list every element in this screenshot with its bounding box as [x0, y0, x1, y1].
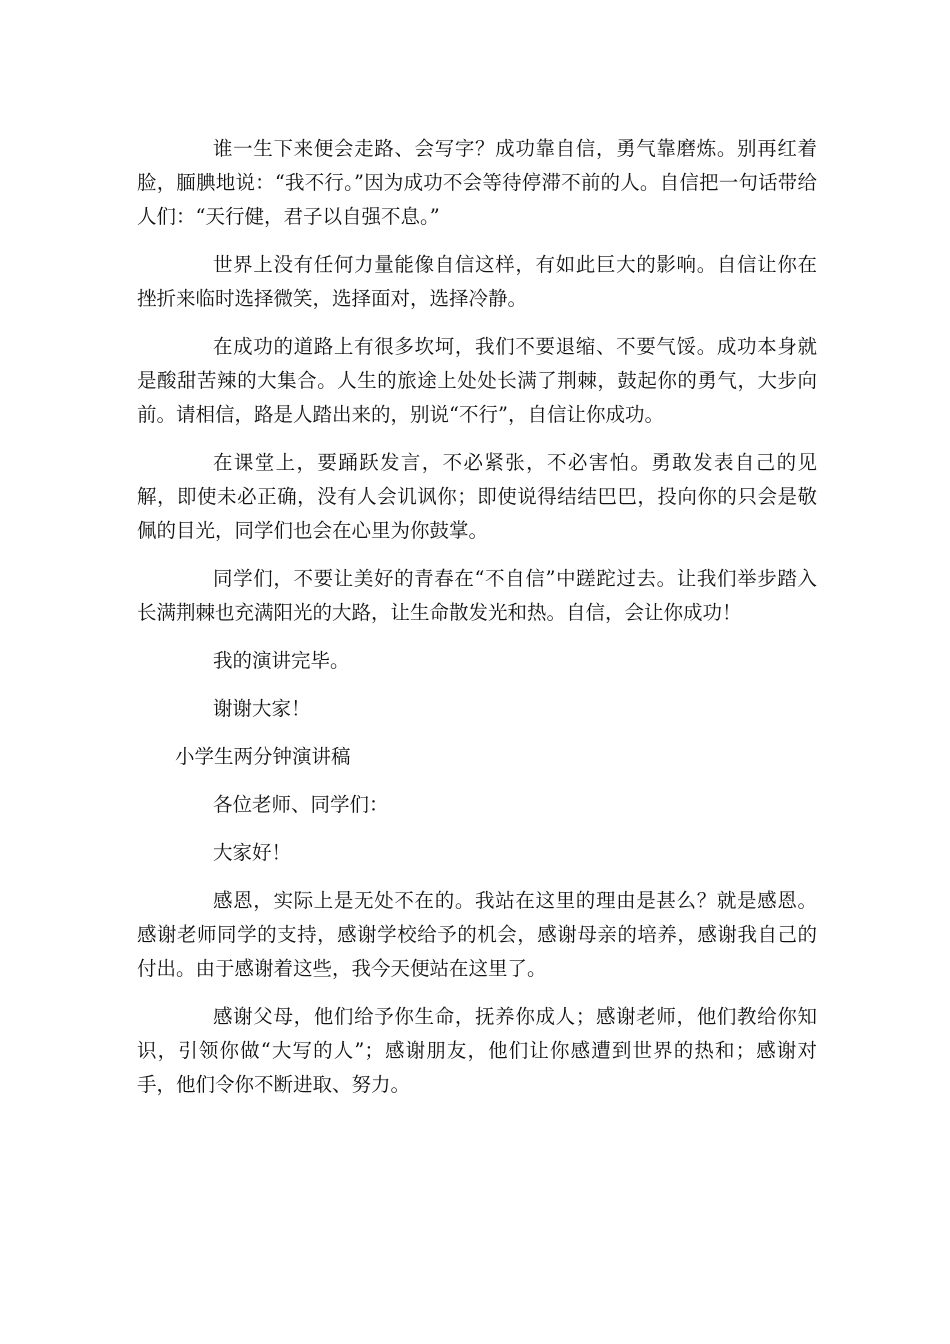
- paragraph-thanks: 谢谢大家！: [213, 697, 311, 720]
- section-title: 小学生两分钟演讲稿: [175, 745, 351, 768]
- document-body: [137, 132, 817, 1116]
- paragraph-4: 在课堂上，要踊跃发言，不必紧张，不必害怕。勇敢发表自己的见解，即使未必正确，没有人会讥讽你；即使说得结结巴巴，投向你的只会是敬佩的目光，同学们也会在心里为你鼓掌。: [137, 451, 817, 542]
- paragraph-3: 在成功的道路上有很多坎坷，我们不要退缩、不要气馁。成功本身就是酸甜苦辣的大集合。人生的旅途上处处长满了荆棘，鼓起你的勇气，大步向前。请相信，路是人踏出来的，别说“不行”，自信让你成功。: [137, 335, 817, 426]
- paragraph-5: 同学们，不要让美好的青春在“不自信”中蹉跎过去。让我们举步踏入长满荆棘也充满阳光的大路，让生命散发光和热。自信，会让你成功！: [137, 567, 817, 624]
- paragraph-thank-parents: 感谢父母，他们给予你生命，抚养你成人；感谢老师，他们教给你知识，引领你做“大写的人”；感谢朋友，他们让你感遭到世界的热和；感谢对手，他们令你不断进取、努力。: [137, 1005, 817, 1096]
- paragraph-hello: 大家好！: [213, 841, 292, 864]
- paragraph-greeting: 各位老师、同学们：: [213, 793, 389, 816]
- paragraph-1: 谁一生下来便会走路、会写字？成功靠自信，勇气靠磨炼。别再红着脸，腼腆地说：“我不行。”因为成功不会等待停滞不前的人。自信把一句话带给人们：“天行健，君子以自强不息。”: [137, 137, 817, 228]
- paragraph-gratitude: 感恩，实际上是无处不在的。我站在这里的理由是甚么？就是感恩。感谢老师同学的支持，感谢学校给予的机会，感谢母亲的培养，感谢我自己的付出。由于感谢着这些，我今天便站在这里了。: [137, 889, 817, 980]
- paragraph-closing: 我的演讲完毕。: [213, 649, 350, 672]
- paragraph-2: 世界上没有任何力量能像自信这样，有如此巨大的影响。自信让你在挫折来临时选择微笑，选择面对，选择冷静。: [137, 253, 817, 310]
